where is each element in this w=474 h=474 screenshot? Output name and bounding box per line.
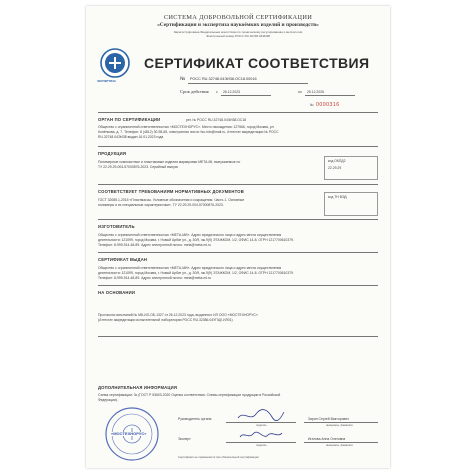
valid-to-date: 25.12.2026 [307, 90, 324, 94]
head-signature-caption: подпись [256, 423, 267, 427]
issued-to-line-3: Телефон: 8-999-914-48-89. Адрес электронной почты: meta@meta-mi.ru [98, 276, 212, 280]
blank-number-label: № [310, 103, 314, 107]
okpd-value: 22.29.29 [328, 166, 342, 170]
additional-info-line-1: Схема сертификации: 3с (ГОСТ Р 53603-2020 Оценка соответствия. Схемы сертификации продукции в Российской [98, 393, 281, 397]
head-name-caption: инициалы, фамилия [326, 423, 353, 427]
expertise-logo-icon [100, 48, 130, 78]
issued-to-line-1: Общество с ограниченной ответственностью «МЕТА-МИ». Адрес юридического лица и адрес места осуществления [98, 266, 282, 270]
basis-line-1: Протокола испытаний № МБ-ИЛ-ОБ-1327 от 26.12.2023 года, выданного ИЛ ООО «МОСТЕХНОРУС» [98, 313, 258, 317]
standards-line-2: полимеры и их специальные характеристики». ТУ 22.29.29-004-57000876-2023. [98, 203, 224, 207]
number-label: № [180, 76, 186, 82]
tn-ved-label: код ТН ВЭД [328, 195, 347, 199]
registration-number: Электронный номер РОСС RU.32748.04ЭИ38 [206, 34, 270, 38]
valid-from-label: с [216, 90, 218, 94]
product-line-1: Полимерные композитные и пластиковые изделия маркировки META-MI, выпускаемые по [98, 160, 241, 164]
expert-label: Эксперт [178, 437, 191, 441]
manufacturer-line-1: Общество с ограниченной ответственностью «МЕТА-МИ». Адрес юридического лица и адрес места осуществления [98, 233, 282, 237]
certification-body-reg: рег. № РОСС RU.32748.04ЭИ38.ОС18 [186, 118, 247, 122]
valid-from-date: 26.12.2023 [223, 90, 240, 94]
okpd-label: код ОКПД2 [328, 159, 346, 163]
manufacturer-line-3: Телефон: 8-999-914-48-89. Адрес электронной почты: meta@meta-mi.ru [98, 243, 212, 247]
standards-line-1: ГОСТ 32085.1-2015 «Пластмассы. Условные обозначения и сокращения. Часть 1. Основные [98, 198, 245, 202]
logo-caption: ЭКСПЕРТИЗА [97, 79, 116, 83]
expert-signature-caption: подпись [256, 443, 267, 447]
manufacturer-line-2: деятельности: 121099, город Москва, г. Новый Арбат ул., д. 30/9, эж.9(9) ЭТАЖКОМ. 1/2, ОФИС 14-8. ОГРН 1217700610379. [98, 238, 294, 242]
issued-to-line-2: деятельности: 121099, город Москва, г. Новый Арбат ул., д. 30/9, эж.9(9) ЭТАЖКОМ. 1/2, ОФИС 14-8. ОГРН 1217700610379. [98, 271, 294, 275]
standards-heading: СООТВЕТСТВУЕТ ТРЕБОВАНИЯМ НОРМАТИВНЫХ ДОКУМЕНТОВ [98, 189, 244, 194]
certification-body-line-1: Общество с ограниченной ответственностью «МОСТЕХНОРУС». Место нахождения: 127566, город Москва, ул. [98, 125, 275, 129]
certificate-number: РОСС RU.32748.04ЭИ38.ОС18.00016 [190, 77, 257, 81]
product-heading: ПРОДУКЦИЯ [98, 151, 127, 156]
expert-name: Игатова Анна Олеговна [308, 437, 346, 441]
certificate-document [86, 6, 390, 468]
validity-label: Срок действия [180, 89, 209, 94]
basis-line-2: (Аттестат аккредитации испытательной лаборатории РОСС RU.32386.04УПЦ0.ИЛ01) [98, 318, 233, 322]
expert-signature-icon [238, 428, 284, 442]
certificate-title: СЕРТИФИКАТ СООТВЕТСТВИЯ [144, 55, 370, 71]
blank-number: 0000316 [316, 102, 340, 108]
head-of-body-label: Руководитель органа [178, 417, 212, 421]
product-line-2: ТУ 22.29.29-004-57000876-2023. Серийный выпуск [98, 165, 178, 169]
head-signature-icon [236, 408, 286, 422]
issued-to-heading: СЕРТИФИКАТ ВЫДАН [98, 257, 148, 262]
manufacturer-heading: ИЗГОТОВИТЕЛЬ [98, 224, 135, 229]
system-subtitle: «Сертификация и экспертиза наукоёмких изделий и производств» [157, 22, 319, 28]
certification-body-line-2: Конёнкова, д. 7. Телефон: 8 (4812) 30-98-65, электронная почта: fso-info@mail.ru. Аттестат аккредитации № РОСС [98, 130, 279, 134]
registration-text: Зарегистрирована Федеральным агентством по техническому регулированию и метрологии [173, 30, 303, 34]
expert-name-caption: инициалы, фамилия [326, 443, 353, 447]
head-of-body-name: Зарин Сергей Викторович [308, 417, 349, 421]
basis-heading: НА ОСНОВАНИИ [98, 290, 136, 295]
additional-info-line-2: Федерации). [98, 398, 118, 402]
footer-note: Сертификат не применяется при обязательной сертификации [178, 455, 259, 459]
stamp-text: «МОСТЕХНОРУС» [111, 431, 147, 436]
valid-to-label: по [298, 90, 302, 94]
additional-info-heading: ДОПОЛНИТЕЛЬНАЯ ИНФОРМАЦИЯ [98, 385, 178, 390]
system-title: СИСТЕМА ДОБРОВОЛЬНОЙ СЕРТИФИКАЦИИ [163, 14, 313, 21]
certification-body-line-3: RU.32748.04ЭИ38 выдан 16.01.2023 года [98, 135, 164, 139]
certification-body-heading: ОРГАН ПО СЕРТИФИКАЦИИ [98, 117, 161, 122]
